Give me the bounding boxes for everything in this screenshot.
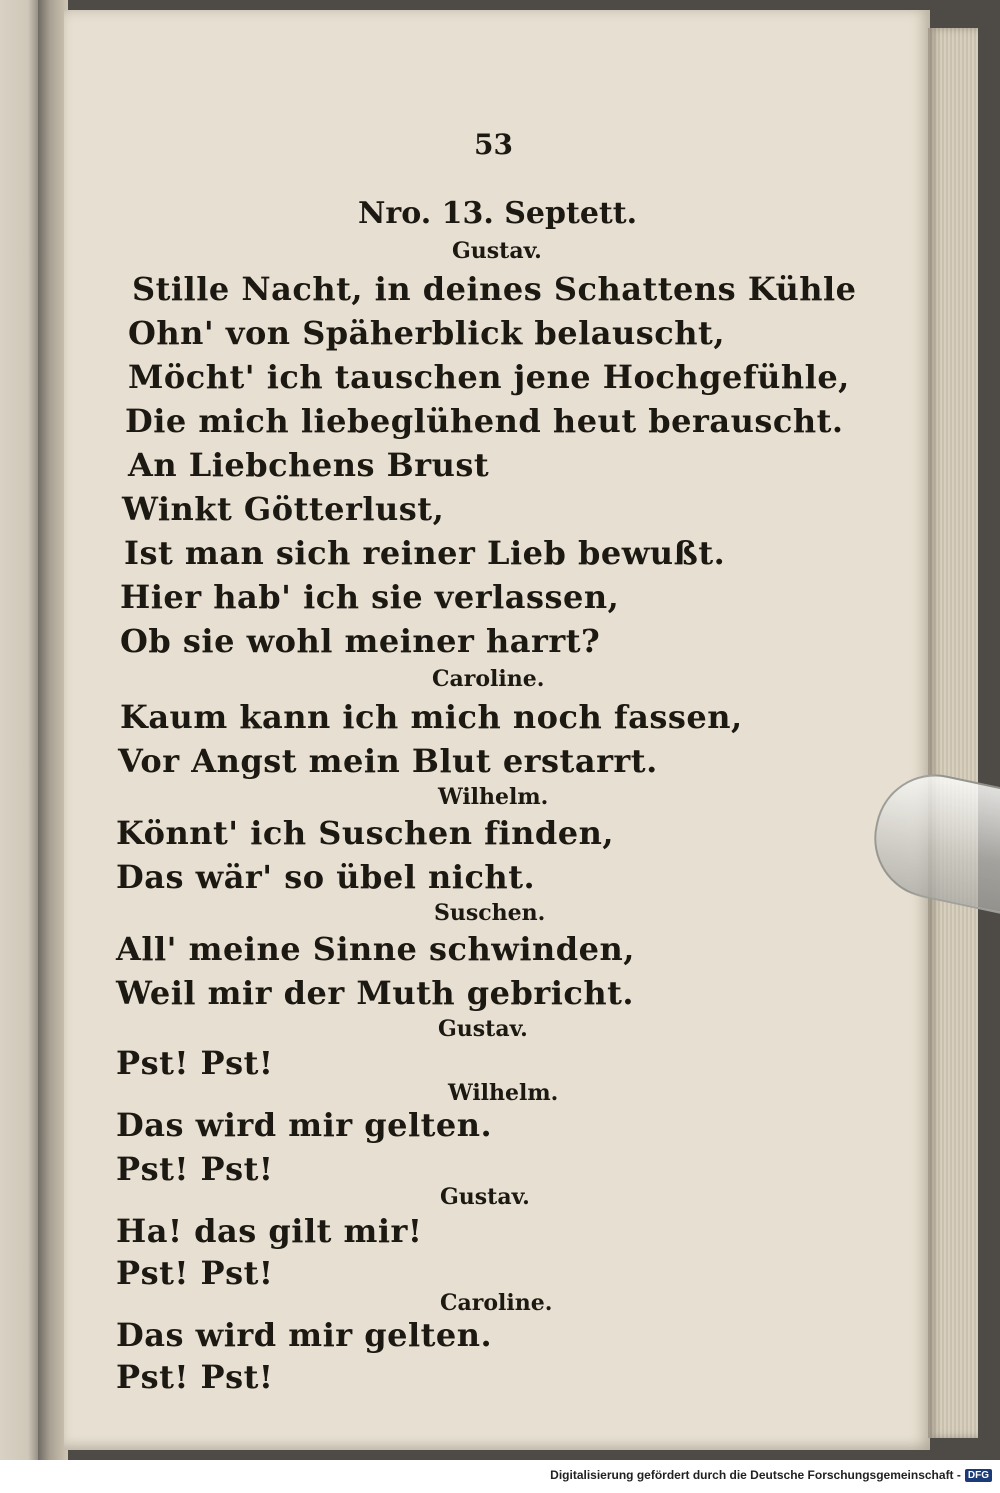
verse-line: Die mich liebeglühend heut berauscht. <box>125 402 844 440</box>
verse-line: Das wär' so übel nicht. <box>116 858 536 896</box>
verse-line: Könnt' ich Suschen finden, <box>116 814 614 852</box>
verse-line: Hier hab' ich sie verlassen, <box>120 578 620 616</box>
verse-line: Möcht' ich tauschen jene Hochgefühle, <box>128 358 850 396</box>
verse-line: Pst! Pst! <box>116 1254 274 1292</box>
digitization-credit <box>550 1468 992 1482</box>
verse-line: Pst! Pst! <box>116 1358 274 1396</box>
speaker-label: Wilhelm. <box>448 1080 559 1106</box>
verse-line: Das wird mir gelten. <box>116 1316 493 1354</box>
verse-line: Winkt Götterlust, <box>122 490 445 528</box>
verse-line: Weil mir der Muth gebricht. <box>116 974 635 1012</box>
verse-line: An Liebchens Brust <box>128 446 490 484</box>
credit-text: Digitalisierung gefördert durch die Deutsche Forschungsgemeinschaft - <box>550 1468 961 1482</box>
speaker-label: Gustav. <box>452 238 542 264</box>
verse-line: Ob sie wohl meiner harrt? <box>120 622 601 660</box>
speaker-label: Wilhelm. <box>438 784 549 810</box>
speaker-label: Caroline. <box>432 666 545 692</box>
verse-line: Pst! Pst! <box>116 1044 274 1082</box>
dfg-logo: DFG <box>965 1469 992 1482</box>
verse-line: Ist man sich reiner Lieb bewußt. <box>124 534 726 572</box>
speaker-label: Caroline. <box>440 1290 553 1316</box>
speaker-label: Gustav. <box>438 1016 528 1042</box>
speaker-label: Suschen. <box>434 900 546 926</box>
verse-line: Vor Angst mein Blut erstarrt. <box>118 742 658 780</box>
speaker-label: Gustav. <box>440 1184 530 1210</box>
verse-line: Ha! das gilt mir! <box>116 1212 423 1250</box>
verse-line: Kaum kann ich mich noch fassen, <box>120 698 743 736</box>
verse-line: Ohn' von Späherblick belauscht, <box>128 314 725 352</box>
section-heading: Nro. 13. Septett. <box>358 196 638 231</box>
verse-line: Stille Nacht, in deines Schattens Kühle <box>132 270 857 308</box>
verse-line: Pst! Pst! <box>116 1150 274 1188</box>
verse-line: All' meine Sinne schwinden, <box>116 930 635 968</box>
verse-line: Das wird mir gelten. <box>116 1106 493 1144</box>
page-number: 53 <box>474 128 513 161</box>
